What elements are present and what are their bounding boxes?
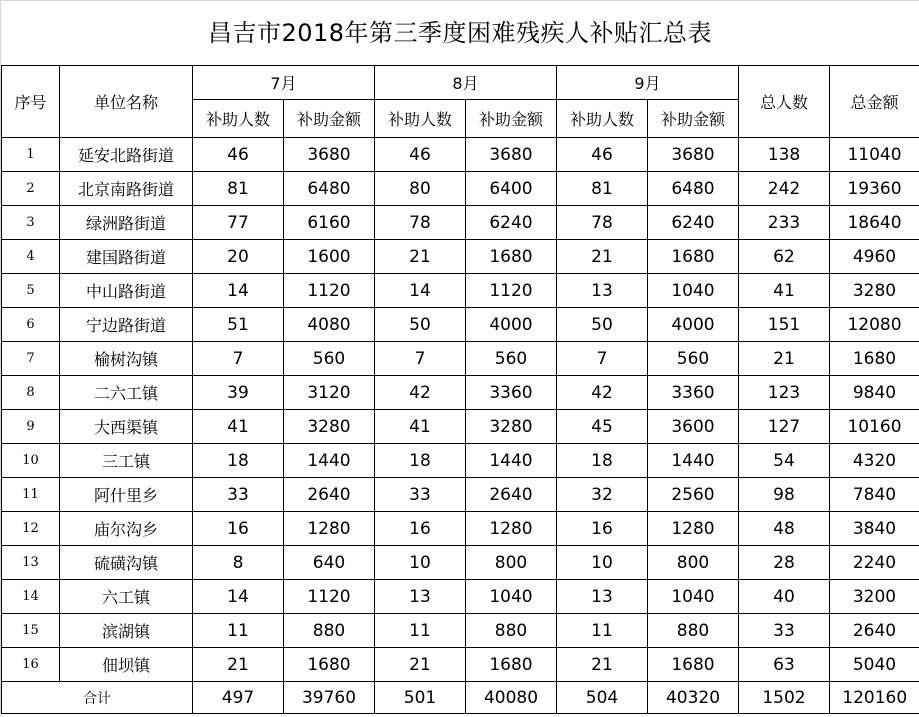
table-row [2, 376, 919, 410]
cell-unit-name[interactable]: 庙尔沟乡 [60, 512, 193, 546]
totals-m7-count[interactable]: 497 [193, 682, 284, 714]
cell-total-amount[interactable]: 3200 [830, 580, 919, 614]
cell-m8-amount[interactable]: 1680 [466, 240, 557, 274]
header-seq[interactable]: 序号 [2, 66, 60, 138]
cell-m7-count[interactable]: 77 [193, 206, 284, 240]
cell-m9-count[interactable]: 13 [557, 580, 648, 614]
cell-total-people[interactable]: 62 [739, 240, 830, 274]
cell-m8-amount[interactable]: 1680 [466, 648, 557, 682]
cell-m7-count[interactable]: 7 [193, 342, 284, 376]
cell-seq[interactable]: 8 [2, 376, 60, 410]
table-row [2, 206, 919, 240]
cell-unit-name[interactable]: 二六工镇 [60, 376, 193, 410]
cell-total-amount[interactable]: 18640 [830, 206, 919, 240]
cell-m8-count[interactable]: 10 [375, 546, 466, 580]
table-row [2, 240, 919, 274]
cell-seq[interactable]: 3 [2, 206, 60, 240]
cell-total-people[interactable]: 40 [739, 580, 830, 614]
cell-unit-name[interactable]: 榆树沟镇 [60, 342, 193, 376]
header-m8-count[interactable]: 补助人数 [375, 100, 466, 138]
cell-m8-count[interactable]: 11 [375, 614, 466, 648]
header-row-months [2, 66, 919, 100]
cell-m7-amount[interactable]: 3120 [284, 376, 375, 410]
cell-m7-amount[interactable]: 3280 [284, 410, 375, 444]
cell-m9-count[interactable]: 32 [557, 478, 648, 512]
cell-unit-name[interactable]: 六工镇 [60, 580, 193, 614]
cell-m7-amount[interactable]: 3680 [284, 138, 375, 172]
cell-total-people[interactable]: 63 [739, 648, 830, 682]
cell-m7-count[interactable]: 51 [193, 308, 284, 342]
cell-unit-name[interactable]: 宁边路街道 [60, 308, 193, 342]
cell-seq[interactable]: 11 [2, 478, 60, 512]
cell-m8-amount[interactable]: 1280 [466, 512, 557, 546]
header-total-amount[interactable]: 总金额 [830, 66, 919, 138]
cell-m7-amount[interactable]: 1280 [284, 512, 375, 546]
cell-seq[interactable]: 15 [2, 614, 60, 648]
cell-m9-amount[interactable]: 3360 [648, 376, 739, 410]
cell-total-people[interactable]: 48 [739, 512, 830, 546]
cell-m8-count[interactable]: 21 [375, 240, 466, 274]
cell-m9-count[interactable]: 21 [557, 648, 648, 682]
table-row [2, 138, 919, 172]
cell-m9-count[interactable]: 7 [557, 342, 648, 376]
cell-seq[interactable]: 7 [2, 342, 60, 376]
cell-m7-count[interactable]: 14 [193, 580, 284, 614]
cell-m8-amount[interactable]: 6240 [466, 206, 557, 240]
cell-m7-amount[interactable]: 2640 [284, 478, 375, 512]
cell-total-amount[interactable]: 10160 [830, 410, 919, 444]
cell-m7-amount[interactable]: 4080 [284, 308, 375, 342]
table-row [2, 342, 919, 376]
cell-seq[interactable]: 10 [2, 444, 60, 478]
cell-total-amount[interactable]: 11040 [830, 138, 919, 172]
cell-unit-name[interactable]: 绿洲路街道 [60, 206, 193, 240]
table-row [2, 478, 919, 512]
cell-total-amount[interactable]: 19360 [830, 172, 919, 206]
cell-m9-amount[interactable]: 1280 [648, 512, 739, 546]
cell-m7-amount[interactable]: 640 [284, 546, 375, 580]
totals-m8-amount[interactable]: 40080 [466, 682, 557, 714]
cell-unit-name[interactable]: 大西渠镇 [60, 410, 193, 444]
totals-total-amount[interactable]: 120160 [830, 682, 919, 714]
cell-m7-count[interactable]: 18 [193, 444, 284, 478]
cell-total-amount[interactable]: 9840 [830, 376, 919, 410]
table-row [2, 410, 919, 444]
header-month-7[interactable]: 7月 [193, 66, 375, 100]
cell-m9-count[interactable]: 46 [557, 138, 648, 172]
cell-m9-count[interactable]: 45 [557, 410, 648, 444]
page-title: 昌吉市2018年第三季度困难残疾人补贴汇总表 [207, 19, 713, 47]
cell-m7-count[interactable]: 11 [193, 614, 284, 648]
cell-m7-amount[interactable]: 1120 [284, 580, 375, 614]
cell-m7-amount[interactable]: 560 [284, 342, 375, 376]
cell-seq[interactable]: 9 [2, 410, 60, 444]
cell-m9-amount[interactable]: 1040 [648, 580, 739, 614]
cell-m9-count[interactable]: 16 [557, 512, 648, 546]
table-row [2, 614, 919, 648]
table-row [2, 308, 919, 342]
cell-total-people[interactable]: 28 [739, 546, 830, 580]
cell-total-amount[interactable]: 1680 [830, 342, 919, 376]
table-row [2, 648, 919, 682]
header-m7-count[interactable]: 补助人数 [193, 100, 284, 138]
cell-m9-amount[interactable]: 2560 [648, 478, 739, 512]
cell-m9-count[interactable]: 11 [557, 614, 648, 648]
header-m9-count[interactable]: 补助人数 [557, 100, 648, 138]
cell-total-amount[interactable]: 12080 [830, 308, 919, 342]
cell-unit-name[interactable]: 滨湖镇 [60, 614, 193, 648]
cell-m9-amount[interactable]: 560 [648, 342, 739, 376]
totals-m8-count[interactable]: 501 [375, 682, 466, 714]
cell-m8-count[interactable]: 7 [375, 342, 466, 376]
cell-m8-count[interactable]: 16 [375, 512, 466, 546]
cell-m8-amount[interactable]: 4000 [466, 308, 557, 342]
cell-seq[interactable]: 5 [2, 274, 60, 308]
cell-m7-count[interactable]: 14 [193, 274, 284, 308]
table-row [2, 172, 919, 206]
cell-total-amount[interactable]: 7840 [830, 478, 919, 512]
cell-m8-count[interactable]: 78 [375, 206, 466, 240]
cell-m7-amount[interactable]: 6160 [284, 206, 375, 240]
table-row [2, 512, 919, 546]
cell-m9-count[interactable]: 42 [557, 376, 648, 410]
cell-m9-amount[interactable]: 880 [648, 614, 739, 648]
cell-total-people[interactable]: 242 [739, 172, 830, 206]
cell-m8-count[interactable]: 13 [375, 580, 466, 614]
cell-m7-count[interactable]: 8 [193, 546, 284, 580]
cell-seq[interactable]: 6 [2, 308, 60, 342]
cell-m9-count[interactable]: 81 [557, 172, 648, 206]
cell-m8-amount[interactable]: 1120 [466, 274, 557, 308]
cell-m9-count[interactable]: 10 [557, 546, 648, 580]
cell-seq[interactable]: 2 [2, 172, 60, 206]
cell-total-amount[interactable]: 2240 [830, 546, 919, 580]
cell-seq[interactable]: 1 [2, 138, 60, 172]
header-m8-amount[interactable]: 补助金额 [466, 100, 557, 138]
cell-m8-amount[interactable]: 6400 [466, 172, 557, 206]
cell-total-amount[interactable]: 3280 [830, 274, 919, 308]
cell-m7-amount[interactable]: 1440 [284, 444, 375, 478]
cell-m9-count[interactable]: 21 [557, 240, 648, 274]
cell-m8-count[interactable]: 21 [375, 648, 466, 682]
cell-m7-amount[interactable]: 880 [284, 614, 375, 648]
cell-m7-count[interactable]: 39 [193, 376, 284, 410]
cell-m9-amount[interactable]: 3680 [648, 138, 739, 172]
cell-m9-amount[interactable]: 3600 [648, 410, 739, 444]
cell-m7-count[interactable]: 21 [193, 648, 284, 682]
cell-total-people[interactable]: 33 [739, 614, 830, 648]
cell-m9-amount[interactable]: 1680 [648, 648, 739, 682]
table-row [2, 546, 919, 580]
totals-total-people[interactable]: 1502 [739, 682, 830, 714]
cell-m8-count[interactable]: 18 [375, 444, 466, 478]
cell-m9-count[interactable]: 18 [557, 444, 648, 478]
cell-total-amount[interactable]: 3840 [830, 512, 919, 546]
totals-m7-amount[interactable]: 39760 [284, 682, 375, 714]
table-row [2, 580, 919, 614]
header-month-9[interactable]: 9月 [557, 66, 739, 100]
cell-unit-name[interactable]: 北京南路街道 [60, 172, 193, 206]
header-m9-amount[interactable]: 补助金额 [648, 100, 739, 138]
cell-total-people[interactable]: 21 [739, 342, 830, 376]
cell-m9-count[interactable]: 13 [557, 274, 648, 308]
cell-m8-count[interactable]: 33 [375, 478, 466, 512]
cell-m9-amount[interactable]: 1440 [648, 444, 739, 478]
cell-total-people[interactable]: 138 [739, 138, 830, 172]
table-body [2, 138, 919, 682]
table-row [2, 274, 919, 308]
header-total-people[interactable]: 总人数 [739, 66, 830, 138]
cell-m8-amount[interactable]: 800 [466, 546, 557, 580]
cell-m8-count[interactable]: 14 [375, 274, 466, 308]
cell-total-people[interactable]: 127 [739, 410, 830, 444]
cell-seq[interactable]: 4 [2, 240, 60, 274]
cell-m8-count[interactable]: 42 [375, 376, 466, 410]
cell-m7-amount[interactable]: 6480 [284, 172, 375, 206]
cell-m8-count[interactable]: 50 [375, 308, 466, 342]
cell-m8-count[interactable]: 46 [375, 138, 466, 172]
cell-m9-amount[interactable]: 6240 [648, 206, 739, 240]
cell-m7-amount[interactable]: 1120 [284, 274, 375, 308]
header-month-8[interactable]: 8月 [375, 66, 557, 100]
table-row [2, 444, 919, 478]
header-m7-amount[interactable]: 补助金额 [284, 100, 375, 138]
cell-m7-amount[interactable]: 1600 [284, 240, 375, 274]
totals-m9-count[interactable]: 504 [557, 682, 648, 714]
cell-unit-name[interactable]: 三工镇 [60, 444, 193, 478]
cell-seq[interactable]: 12 [2, 512, 60, 546]
cell-total-amount[interactable]: 5040 [830, 648, 919, 682]
cell-m9-amount[interactable]: 800 [648, 546, 739, 580]
cell-m8-amount[interactable]: 560 [466, 342, 557, 376]
cell-m8-amount[interactable]: 3360 [466, 376, 557, 410]
cell-m8-amount[interactable]: 2640 [466, 478, 557, 512]
cell-m8-count[interactable]: 41 [375, 410, 466, 444]
cell-total-amount[interactable]: 2640 [830, 614, 919, 648]
cell-unit-name[interactable]: 佃坝镇 [60, 648, 193, 682]
cell-unit-name[interactable]: 阿什里乡 [60, 478, 193, 512]
cell-m9-amount[interactable]: 6480 [648, 172, 739, 206]
cell-total-people[interactable]: 123 [739, 376, 830, 410]
totals-row [2, 682, 919, 714]
cell-m8-amount[interactable]: 3280 [466, 410, 557, 444]
cell-unit-name[interactable]: 延安北路街道 [60, 138, 193, 172]
cell-m7-count[interactable]: 20 [193, 240, 284, 274]
cell-unit-name[interactable]: 中山路街道 [60, 274, 193, 308]
cell-m7-count[interactable]: 81 [193, 172, 284, 206]
cell-m7-count[interactable]: 16 [193, 512, 284, 546]
cell-total-people[interactable]: 41 [739, 274, 830, 308]
cell-unit-name[interactable]: 硫磺沟镇 [60, 546, 193, 580]
cell-m8-count[interactable]: 80 [375, 172, 466, 206]
totals-m9-amount[interactable]: 40320 [648, 682, 739, 714]
cell-m7-count[interactable]: 33 [193, 478, 284, 512]
cell-total-people[interactable]: 151 [739, 308, 830, 342]
cell-m8-amount[interactable]: 3680 [466, 138, 557, 172]
subsidy-summary-table [1, 65, 919, 714]
cell-m9-amount[interactable]: 1040 [648, 274, 739, 308]
cell-seq[interactable]: 13 [2, 546, 60, 580]
cell-m9-count[interactable]: 50 [557, 308, 648, 342]
cell-m7-count[interactable]: 46 [193, 138, 284, 172]
totals-label[interactable]: 合计 [2, 682, 193, 714]
cell-unit-name[interactable]: 建国路街道 [60, 240, 193, 274]
cell-total-people[interactable]: 98 [739, 478, 830, 512]
cell-m8-amount[interactable]: 1040 [466, 580, 557, 614]
cell-m8-amount[interactable]: 880 [466, 614, 557, 648]
header-unit[interactable]: 单位名称 [60, 66, 193, 138]
cell-total-amount[interactable]: 4960 [830, 240, 919, 274]
cell-total-people[interactable]: 54 [739, 444, 830, 478]
cell-m7-amount[interactable]: 1680 [284, 648, 375, 682]
cell-m9-amount[interactable]: 4000 [648, 308, 739, 342]
cell-total-amount[interactable]: 4320 [830, 444, 919, 478]
cell-m7-count[interactable]: 41 [193, 410, 284, 444]
cell-m8-amount[interactable]: 1440 [466, 444, 557, 478]
cell-seq[interactable]: 14 [2, 580, 60, 614]
cell-m9-amount[interactable]: 1680 [648, 240, 739, 274]
cell-total-people[interactable]: 233 [739, 206, 830, 240]
cell-m9-count[interactable]: 78 [557, 206, 648, 240]
cell-seq[interactable]: 16 [2, 648, 60, 682]
